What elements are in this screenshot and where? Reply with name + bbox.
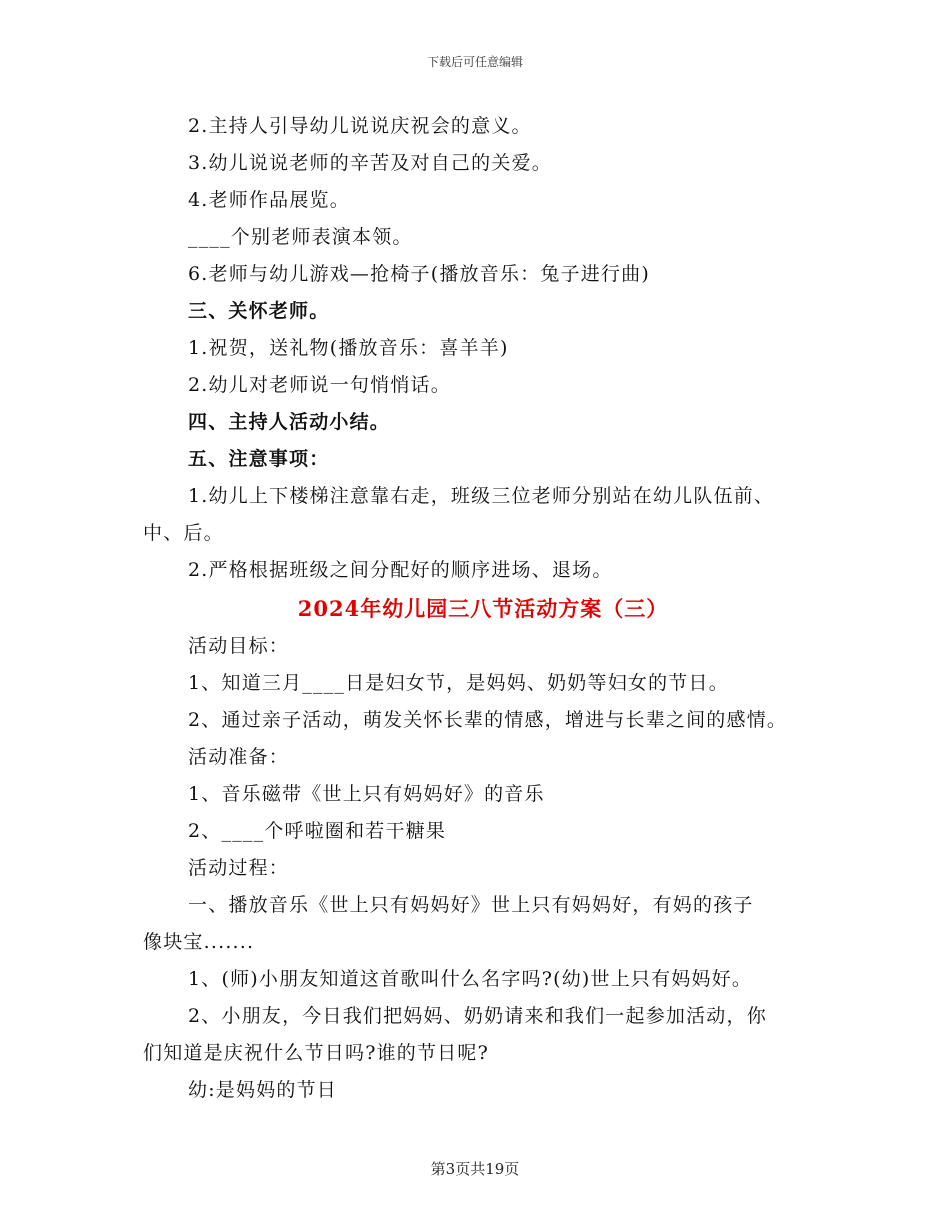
paragraph: 4.老师作品展览。 bbox=[188, 189, 350, 211]
paragraph: 2、通过亲子活动，萌发关怀长辈的情感，增进与长辈之间的感情。 bbox=[188, 709, 788, 731]
document-title: 2024年幼儿园三八节活动方案（三） bbox=[297, 596, 669, 621]
paragraph: 2、____个呼啦圈和若干糖果 bbox=[188, 820, 447, 842]
section-heading: 五、注意事项： bbox=[188, 448, 330, 470]
paragraph: 2.严格根据班级之间分配好的顺序进场、退场。 bbox=[188, 559, 613, 581]
page-header: 下载后可任意编辑 bbox=[426, 55, 523, 69]
paragraph: 2.幼儿对老师说一句悄悄话。 bbox=[188, 374, 451, 396]
paragraph: 1.祝贺，送礼物(播放音乐：喜羊羊) bbox=[188, 337, 509, 359]
paragraph: 幼:是妈妈的节日 bbox=[188, 1079, 338, 1101]
subheading: 活动过程： bbox=[188, 857, 290, 879]
paragraph: 1、(师)小朋友知道这首歌叫什么名字吗?(幼)世上只有妈妈好。 bbox=[188, 968, 753, 990]
paragraph: 3.幼儿说说老师的辛苦及对自己的关爱。 bbox=[188, 152, 552, 174]
paragraph: 1.幼儿上下楼梯注意靠右走，班级三位老师分别站在幼儿队伍前、 bbox=[188, 485, 775, 507]
section-heading: 四、主持人活动小结。 bbox=[188, 411, 391, 433]
paragraph: 一、播放音乐《世上只有妈妈好》世上只有妈妈好，有妈的孩子 bbox=[188, 894, 754, 916]
page-footer: 第3页共19页 bbox=[430, 1160, 520, 1178]
paragraph-continuation: 中、后。 bbox=[143, 522, 224, 544]
paragraph: 2.主持人引导幼儿说说庆祝会的意义。 bbox=[188, 115, 532, 137]
paragraph: 1、知道三月____日是妇女节，是妈妈、奶奶等妇女的节日。 bbox=[188, 672, 729, 694]
paragraph-continuation: 们知道是庆祝什么节日吗?谁的节日呢? bbox=[143, 1042, 489, 1064]
paragraph: 6.老师与幼儿游戏—抢椅子(播放音乐：兔子进行曲) bbox=[188, 263, 650, 285]
paragraph: 1、音乐磁带《世上只有妈妈好》的音乐 bbox=[188, 783, 545, 805]
section-heading: 三、关怀老师。 bbox=[188, 300, 330, 322]
subheading: 活动准备： bbox=[188, 746, 290, 768]
paragraph: 2、小朋友，今日我们把妈妈、奶奶请来和我们一起参加活动，你 bbox=[188, 1005, 767, 1027]
paragraph: ____个别老师表演本领。 bbox=[188, 226, 413, 248]
subheading: 活动目标： bbox=[188, 635, 290, 657]
paragraph-continuation: 像块宝....... bbox=[143, 931, 255, 953]
document-body bbox=[143, 108, 823, 1109]
